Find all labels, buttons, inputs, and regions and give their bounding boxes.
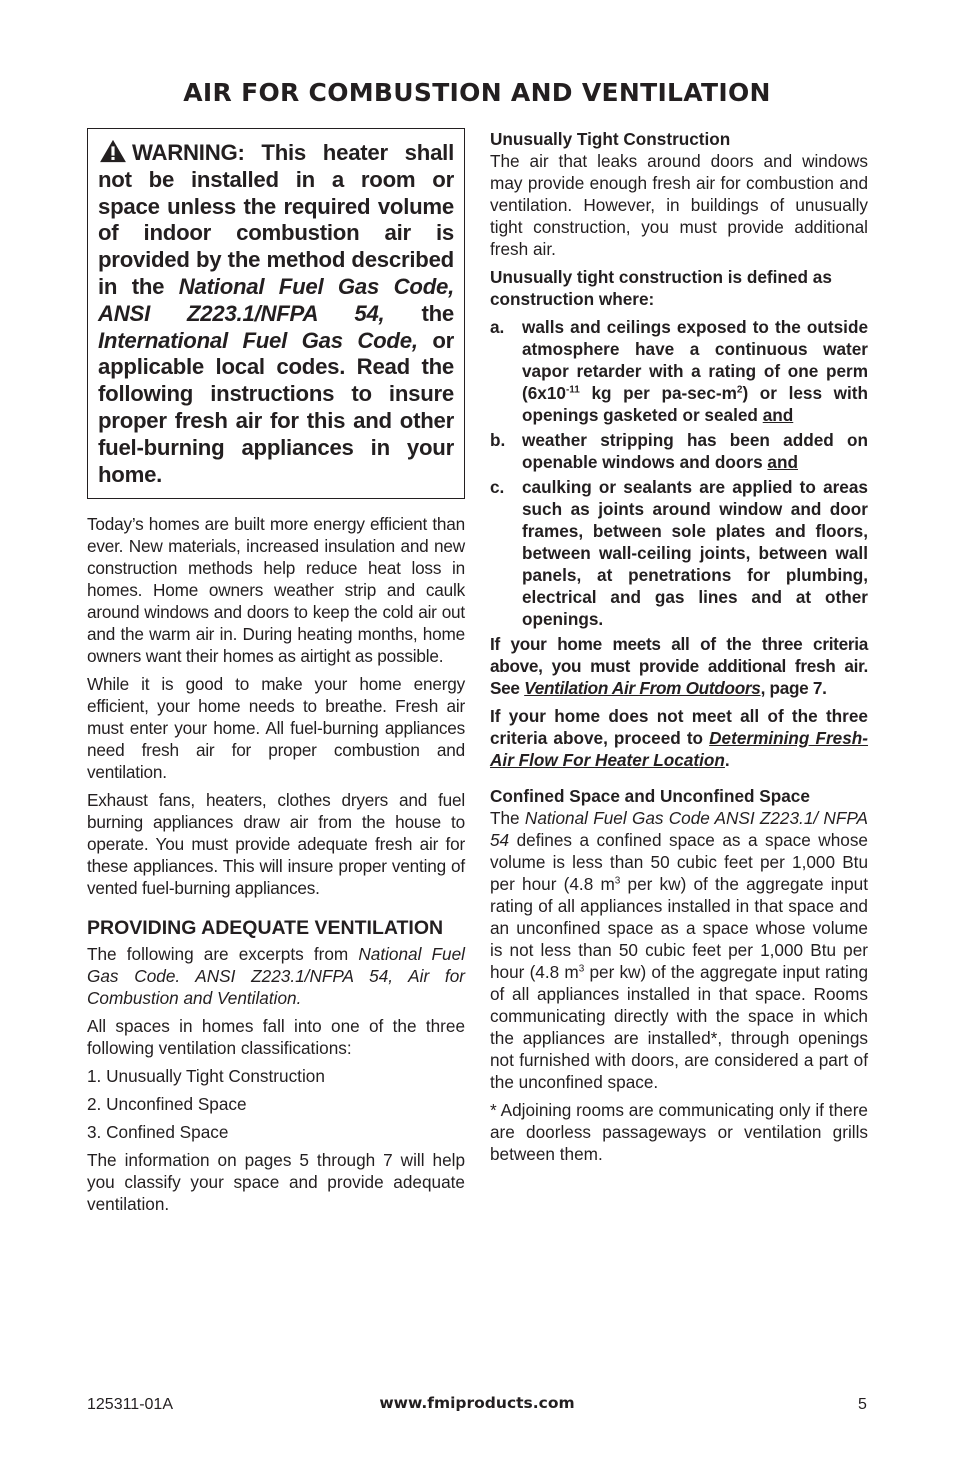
not-meet-tail: .: [724, 750, 730, 770]
criteria-item-a: [490, 316, 868, 426]
superscript: 3: [578, 963, 585, 975]
excerpt-paragraph: [87, 943, 465, 1009]
not-meet-paragraph: [490, 705, 868, 771]
tight-construction-heading: Unusually Tight Construction: [490, 129, 731, 149]
criteria-text-part: walls and ceilings exposed to the outside atmosphere have a continuous water vapor retarder with a rating of one perm (6x10: [522, 317, 868, 403]
section-heading: PROVIDING ADEQUATE VENTILATION: [87, 917, 444, 940]
excerpt-reference: National Fuel Gas Code. ANSI Z223.1/NFPA 54, Air for Combustion and Ventilation.: [87, 944, 465, 1009]
confined-code-ref: National Fuel Gas Code ANSI Z223.1/ NFPA 54: [490, 808, 868, 850]
footnote: * Adjoining rooms are communicating only if there are doorless passageways or ventilation grills between them.: [490, 1100, 868, 1164]
confined-text: per kw) of the aggregate input rating of all appliances installed in that space and an unconfined space as a space whose volume is not less than 50 cubic feet per 1,000 Btu per hour (4.8 m: [490, 874, 868, 982]
criteria-text: [522, 316, 868, 426]
classification-item: 3. Confined Space: [87, 1122, 229, 1143]
not-meet-text: If your home does not meet all of the three criteria above, proceed to: [490, 706, 868, 748]
website-link[interactable]: www.fmiproducts.com: [379, 1394, 575, 1412]
confined-space-paragraph: [490, 807, 868, 1093]
criteria-letter: c.: [490, 477, 505, 497]
info-paragraph: The information on pages 5 through 7 will help you classify your space and provide adequate ventilation.: [87, 1150, 465, 1215]
warning-lead: WARNING: This heater shall not be installed in a room or space unless the required volume of indoor combustion air is provided by the method described in the: [98, 140, 454, 299]
determining-fresh-air-link[interactable]: Determining Fresh-Air Flow For Heater Location: [490, 728, 869, 770]
criteria-item-b: [490, 429, 868, 473]
criteria-text-part: kg per pa-sec-m: [579, 383, 737, 403]
criteria-item-c: [490, 476, 868, 630]
criteria-text-part: ) or less with openings gasketed or sealed: [522, 383, 868, 425]
superscript: -11: [565, 384, 580, 396]
left-column: [87, 128, 465, 1221]
right-column: [490, 128, 868, 1171]
criteria-text: caulking or sealants are applied to areas such as joints around window and door frames, between sole plates and floors, between wall-ceiling joints, between wall panels, at penetrations for plumbing, electrical and gas lines and at other openings.: [522, 477, 868, 629]
tight-construction-paragraph: The air that leaks around doors and windows may provide enough fresh air for combustion and ventilation. However, in buildings of unusually tight construction, you must provide additional fresh air.: [490, 151, 868, 259]
intro-paragraph: Today’s homes are built more energy efficient than ever. New materials, increased insulation and new construction methods help reduce heat loss in homes. Home owners weather strip and caulk around windows and doors to keep the cold air out and the warm air in. During heating months, home owners want their homes as airtight as possible.: [87, 514, 465, 667]
confined-text: defines a confined space as a space whose volume is less than 50 cubic feet per 1,000 Btu per hour (4.8 m: [490, 830, 868, 894]
meets-text: If your home meets all of the three criteria above, you must provide additional fresh air. See: [490, 634, 868, 698]
classification-item: 2. Unconfined Space: [87, 1094, 247, 1115]
warning-text: [98, 139, 454, 488]
criteria-and: and: [762, 405, 794, 425]
confined-text: per kw) of the aggregate input rating of all appliances installed in that space. Rooms communicating directly with the space in which the appliances are installed*, through openings not furnished with doors, are considered a part of the unconfined space.: [490, 962, 868, 1092]
criteria-text-part: weather stripping has been added on openable windows and doors: [522, 430, 868, 472]
breathe-paragraph: While it is good to make your home energy efficient, your home needs to breathe. Fresh air must enter your home. All fuel-burning appliances need fresh air for proper combustion and ventilation.: [87, 674, 465, 783]
superscript: 2: [736, 384, 743, 396]
warning-triangle-icon: [98, 139, 128, 163]
confined-space-heading: Confined Space and Unconfined Space: [490, 786, 810, 806]
meets-tail: , page 7.: [760, 678, 827, 698]
ventilation-outdoors-link[interactable]: Ventilation Air From Outdoors: [524, 678, 761, 698]
criteria-text: [522, 429, 868, 473]
warning-intl-code-ref: International Fuel Gas Code,: [98, 327, 418, 353]
document-code: 125311-01A: [87, 1396, 173, 1413]
criteria-and: and: [767, 452, 798, 472]
page-title: AIR FOR COMBUSTION AND VENTILATION: [183, 78, 771, 107]
meets-criteria-paragraph: [490, 633, 868, 699]
warning-the: the: [421, 300, 454, 326]
confined-text: The: [490, 808, 525, 828]
warning-box: [87, 128, 465, 499]
superscript: 3: [614, 875, 621, 887]
criteria-letter: b.: [490, 430, 506, 450]
criteria-letter: a.: [490, 317, 505, 337]
classification-item: 1. Unusually Tight Construction: [87, 1066, 325, 1087]
tight-definition: Unusually tight construction is defined as construction where:: [490, 267, 832, 309]
page-number: 5: [858, 1396, 867, 1413]
warning-tail: or applicable local codes. Read the following instructions to insure proper fresh air for this and other fuel-burning appliances in your home.: [98, 327, 454, 487]
exhaust-paragraph: Exhaust fans, heaters, clothes dryers and fuel burning appliances draw air from the house to operate. You must provide adequate fresh air for these appliances. This will insure proper venting of vented fuel-burning appliances.: [87, 790, 465, 899]
excerpt-lead: The following are excerpts from: [87, 944, 349, 965]
warning-code-ref: National Fuel Gas Code, ANSI Z223.1/NFPA 54,: [98, 273, 455, 326]
classification-paragraph: All spaces in homes fall into one of the three following ventilation classifications:: [87, 1016, 465, 1059]
